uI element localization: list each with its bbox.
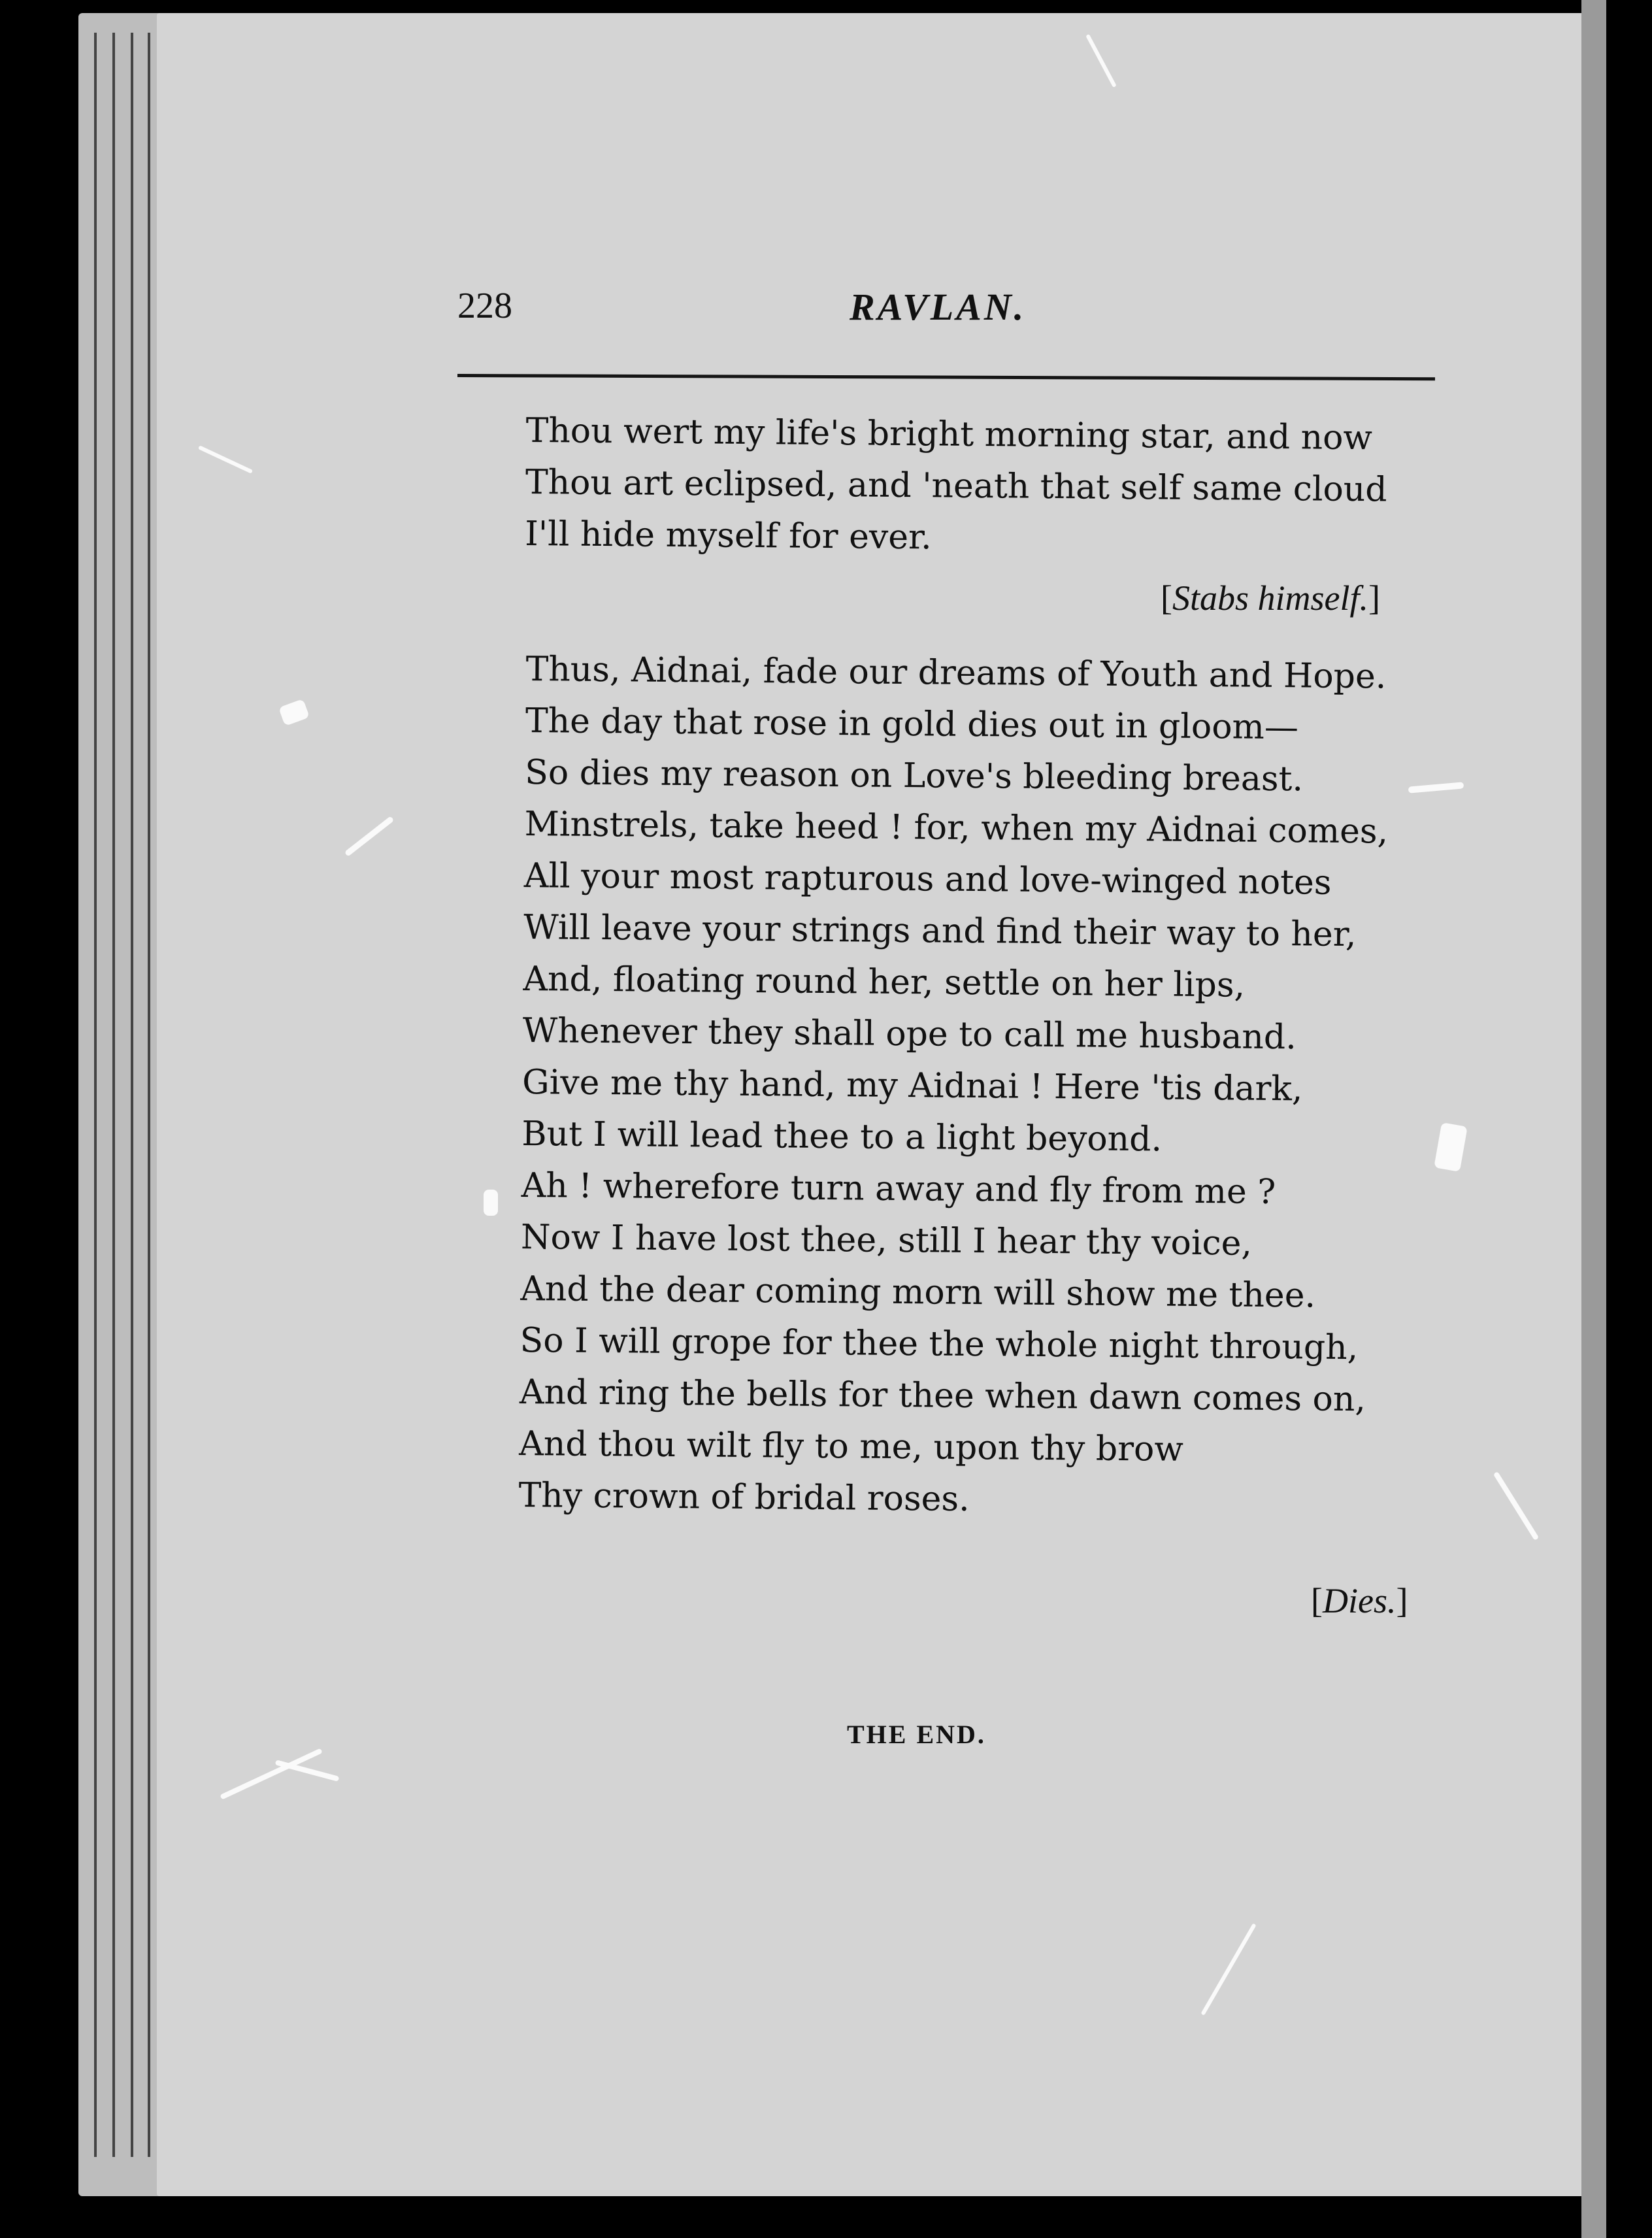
- verse-line: Minstrels, take heed ! for, when my Aidnai comes,: [524, 804, 1389, 852]
- verse-line: Thy crown of bridal roses.: [518, 1475, 970, 1519]
- stage-direction-stabs: [1161, 578, 1380, 618]
- stage-direction-text: Dies.: [1322, 1581, 1396, 1620]
- page-edge-line: [148, 33, 150, 2157]
- facing-page-edge: [1581, 0, 1606, 2238]
- verse-line: Thou art eclipsed, and 'neath that self same cloud: [525, 462, 1387, 510]
- verse-line: The day that rose in gold dies out in gloom—: [525, 701, 1299, 748]
- scan-border: [1606, 0, 1652, 2238]
- bracket-open: [: [1311, 1581, 1323, 1620]
- verse-line: And thou wilt fly to me, upon thy brow: [519, 1424, 1184, 1469]
- verse-line: I'll hide myself for ever.: [525, 514, 932, 558]
- verse-line: So dies my reason on Love's bleeding breast.: [525, 752, 1304, 799]
- the-end-label: THE END.: [847, 1720, 986, 1749]
- stage-direction-dies: [1311, 1580, 1408, 1621]
- verse-line: All your most rapturous and love-winged notes: [523, 856, 1332, 903]
- verse-block-1: [525, 405, 1441, 568]
- verse-line: And ring the bells for thee when dawn comes on,: [519, 1372, 1366, 1420]
- verse-line: Now I have lost thee, still I hear thy voice,: [520, 1217, 1253, 1263]
- stage-direction-text: Stabs himself.: [1172, 578, 1368, 618]
- verse-block-2: [518, 644, 1441, 1529]
- page-number: 228: [457, 286, 512, 326]
- verse-line: Ah ! wherefore turn away and fly from me ?: [521, 1165, 1276, 1212]
- running-head: RAVLAN.: [850, 286, 1027, 328]
- verse-line: And the dear coming morn will show me thee.: [520, 1269, 1316, 1316]
- bracket-close: ]: [1368, 578, 1380, 618]
- bracket-close: ]: [1396, 1581, 1408, 1620]
- page-edge-line: [131, 33, 133, 2157]
- verse-line: And, floating round her, settle on her lips,: [523, 959, 1246, 1005]
- verse-line: Thus, Aidnai, fade our dreams of Youth and Hope.: [525, 649, 1387, 697]
- verse-line: Whenever they shall ope to call me husband.: [522, 1010, 1297, 1058]
- bracket-open: [: [1161, 578, 1172, 618]
- scan-blemish: [484, 1190, 498, 1216]
- page-edge-line: [94, 33, 97, 2157]
- page-header: [457, 280, 1431, 339]
- verse-line: Give me thy hand, my Aidnai ! Here 'tis dark,: [521, 1062, 1303, 1109]
- verse-line: Thou wert my life's bright morning star, and now: [525, 410, 1373, 458]
- verse-line: Will leave your strings and find their way to her,: [523, 907, 1357, 955]
- verse-line: So I will grope for thee the whole night through,: [520, 1320, 1359, 1368]
- page-edge-line: [112, 33, 115, 2157]
- verse-line: But I will lead thee to a light beyond.: [521, 1114, 1163, 1160]
